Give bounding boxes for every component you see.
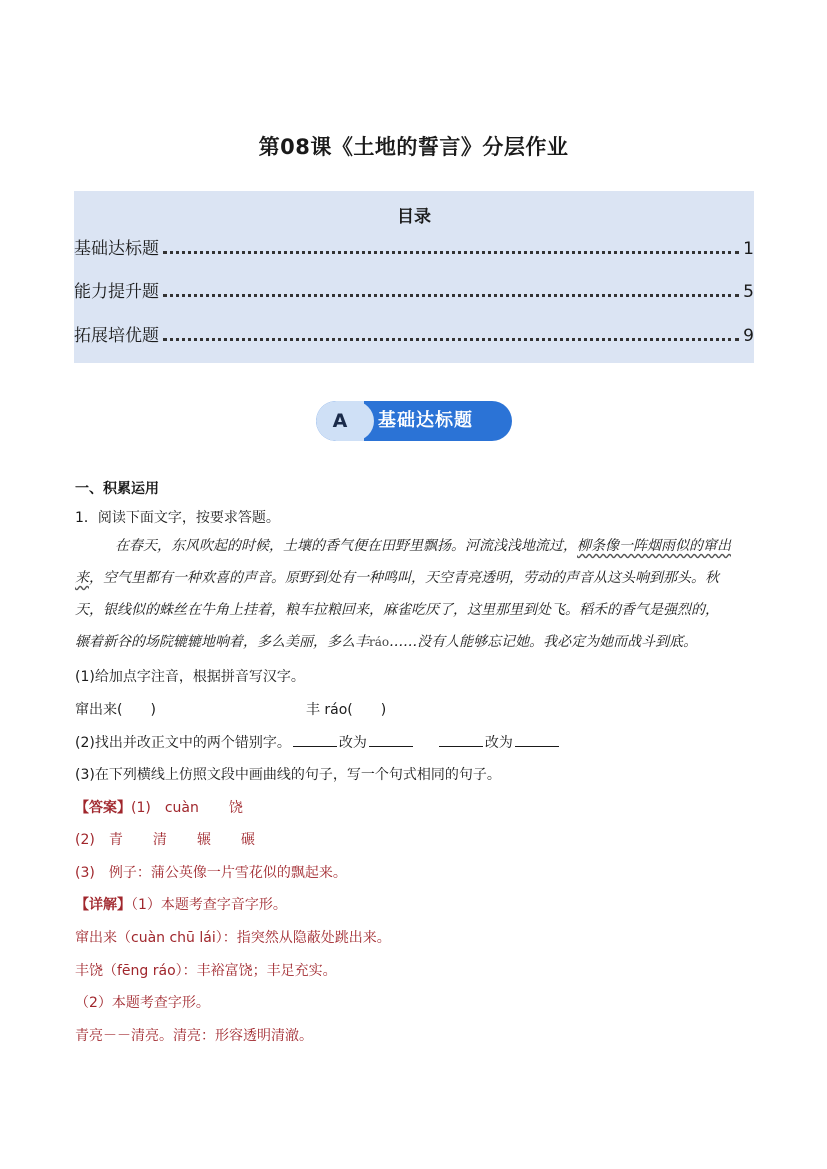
toc-item[interactable]	[74, 278, 754, 302]
toc-item[interactable]	[74, 322, 754, 346]
passage-line-2: 来，空气里都有一种欢喜的声音。原野到处有一种鸣叫，天空青亮透明，劳动的声音从这头响到那头。秋	[75, 570, 719, 586]
passage-line-3: 天，银线似的蛛丝在牛角上挂着，粮车拉粮回来，麻雀吃厌了，这里那里到处飞。稻禾的香气是强烈的，	[75, 602, 719, 618]
question-prompt: 1．阅读下面文字，按要求答题。	[75, 510, 280, 526]
toc-heading: 目录	[397, 207, 431, 227]
explain-line-2: 窜出来（cuàn chū lái）：指突然从隐蔽处跳出来。	[75, 930, 391, 946]
explain-line-4: （2）本题考查字形。	[75, 995, 210, 1011]
explain-line-1: 【详解】（1）本题考查字音字形。	[75, 897, 287, 913]
toc-leader-dots	[163, 294, 739, 297]
section-badge	[316, 401, 512, 441]
section-badge-text: 基础达标题	[378, 410, 473, 431]
blank-1b[interactable]: 丰 ráo( )	[305, 702, 387, 718]
toc-item-page: 1	[743, 239, 754, 259]
wavy-underlined-sentence: 柳条像一阵烟雨似的窜出	[577, 538, 731, 554]
sub-question-3: (3)在下列横线上仿照文段中画曲线的句子，写一个句式相同的句子。	[75, 767, 501, 783]
page-title: 第08课《土地的誓言》分层作业	[258, 135, 569, 159]
passage-line-4: 辗着新谷的场院辘辘地响着，多么美丽，多么丰ráo……没有人能够忘记她。我必定为她而战斗到底。	[75, 634, 698, 650]
answer-blank[interactable]	[439, 746, 483, 747]
answer-tag: 【答案】	[75, 800, 131, 816]
table-of-contents	[74, 191, 754, 363]
toc-item-label: 基础达标题	[74, 239, 159, 259]
toc-item-label: 能力提升题	[74, 282, 159, 302]
sub-question-1-blanks	[75, 699, 386, 719]
blank-1a[interactable]: 窜出来( )	[75, 702, 156, 718]
sub-question-1: (1)给加点字注音，根据拼音写汉字。	[75, 669, 305, 685]
answer-blank[interactable]	[293, 746, 337, 747]
explain-line-3: 丰饶（fēng ráo）：丰裕富饶；丰足充实。	[75, 963, 337, 979]
answer-line-3: (3) 例子：蒲公英像一片雪花似的飘起来。	[75, 865, 347, 881]
pinyin-hint: ráo	[369, 635, 390, 649]
explain-line-5: 青亮－－清亮。清亮：形容透明清澈。	[75, 1028, 313, 1044]
toc-item-page: 9	[743, 326, 754, 346]
toc-leader-dots	[163, 251, 739, 254]
passage-line-1: 在春天，东风吹起的时候，土壤的香气便在田野里飘扬。河流浅浅地流过，柳条像一阵烟雨似的窜出	[115, 538, 731, 554]
section-badge-letter: A	[316, 401, 364, 441]
answer-line-1: 【答案】(1) cuàn 饶	[75, 800, 243, 816]
explain-tag: 【详解】	[75, 897, 131, 913]
toc-leader-dots	[163, 338, 739, 341]
answer-line-2: (2) 青 清 辗 碾	[75, 832, 255, 848]
sub-question-2: (2)找出并改正文中的两个错别字。 改为 改为	[75, 732, 561, 752]
toc-item-label: 拓展培优题	[74, 326, 159, 346]
answer-blank[interactable]	[515, 746, 559, 747]
section-heading: 一、积累运用	[75, 481, 159, 497]
toc-item[interactable]	[74, 235, 754, 259]
toc-item-page: 5	[743, 282, 754, 302]
answer-blank[interactable]	[369, 746, 413, 747]
